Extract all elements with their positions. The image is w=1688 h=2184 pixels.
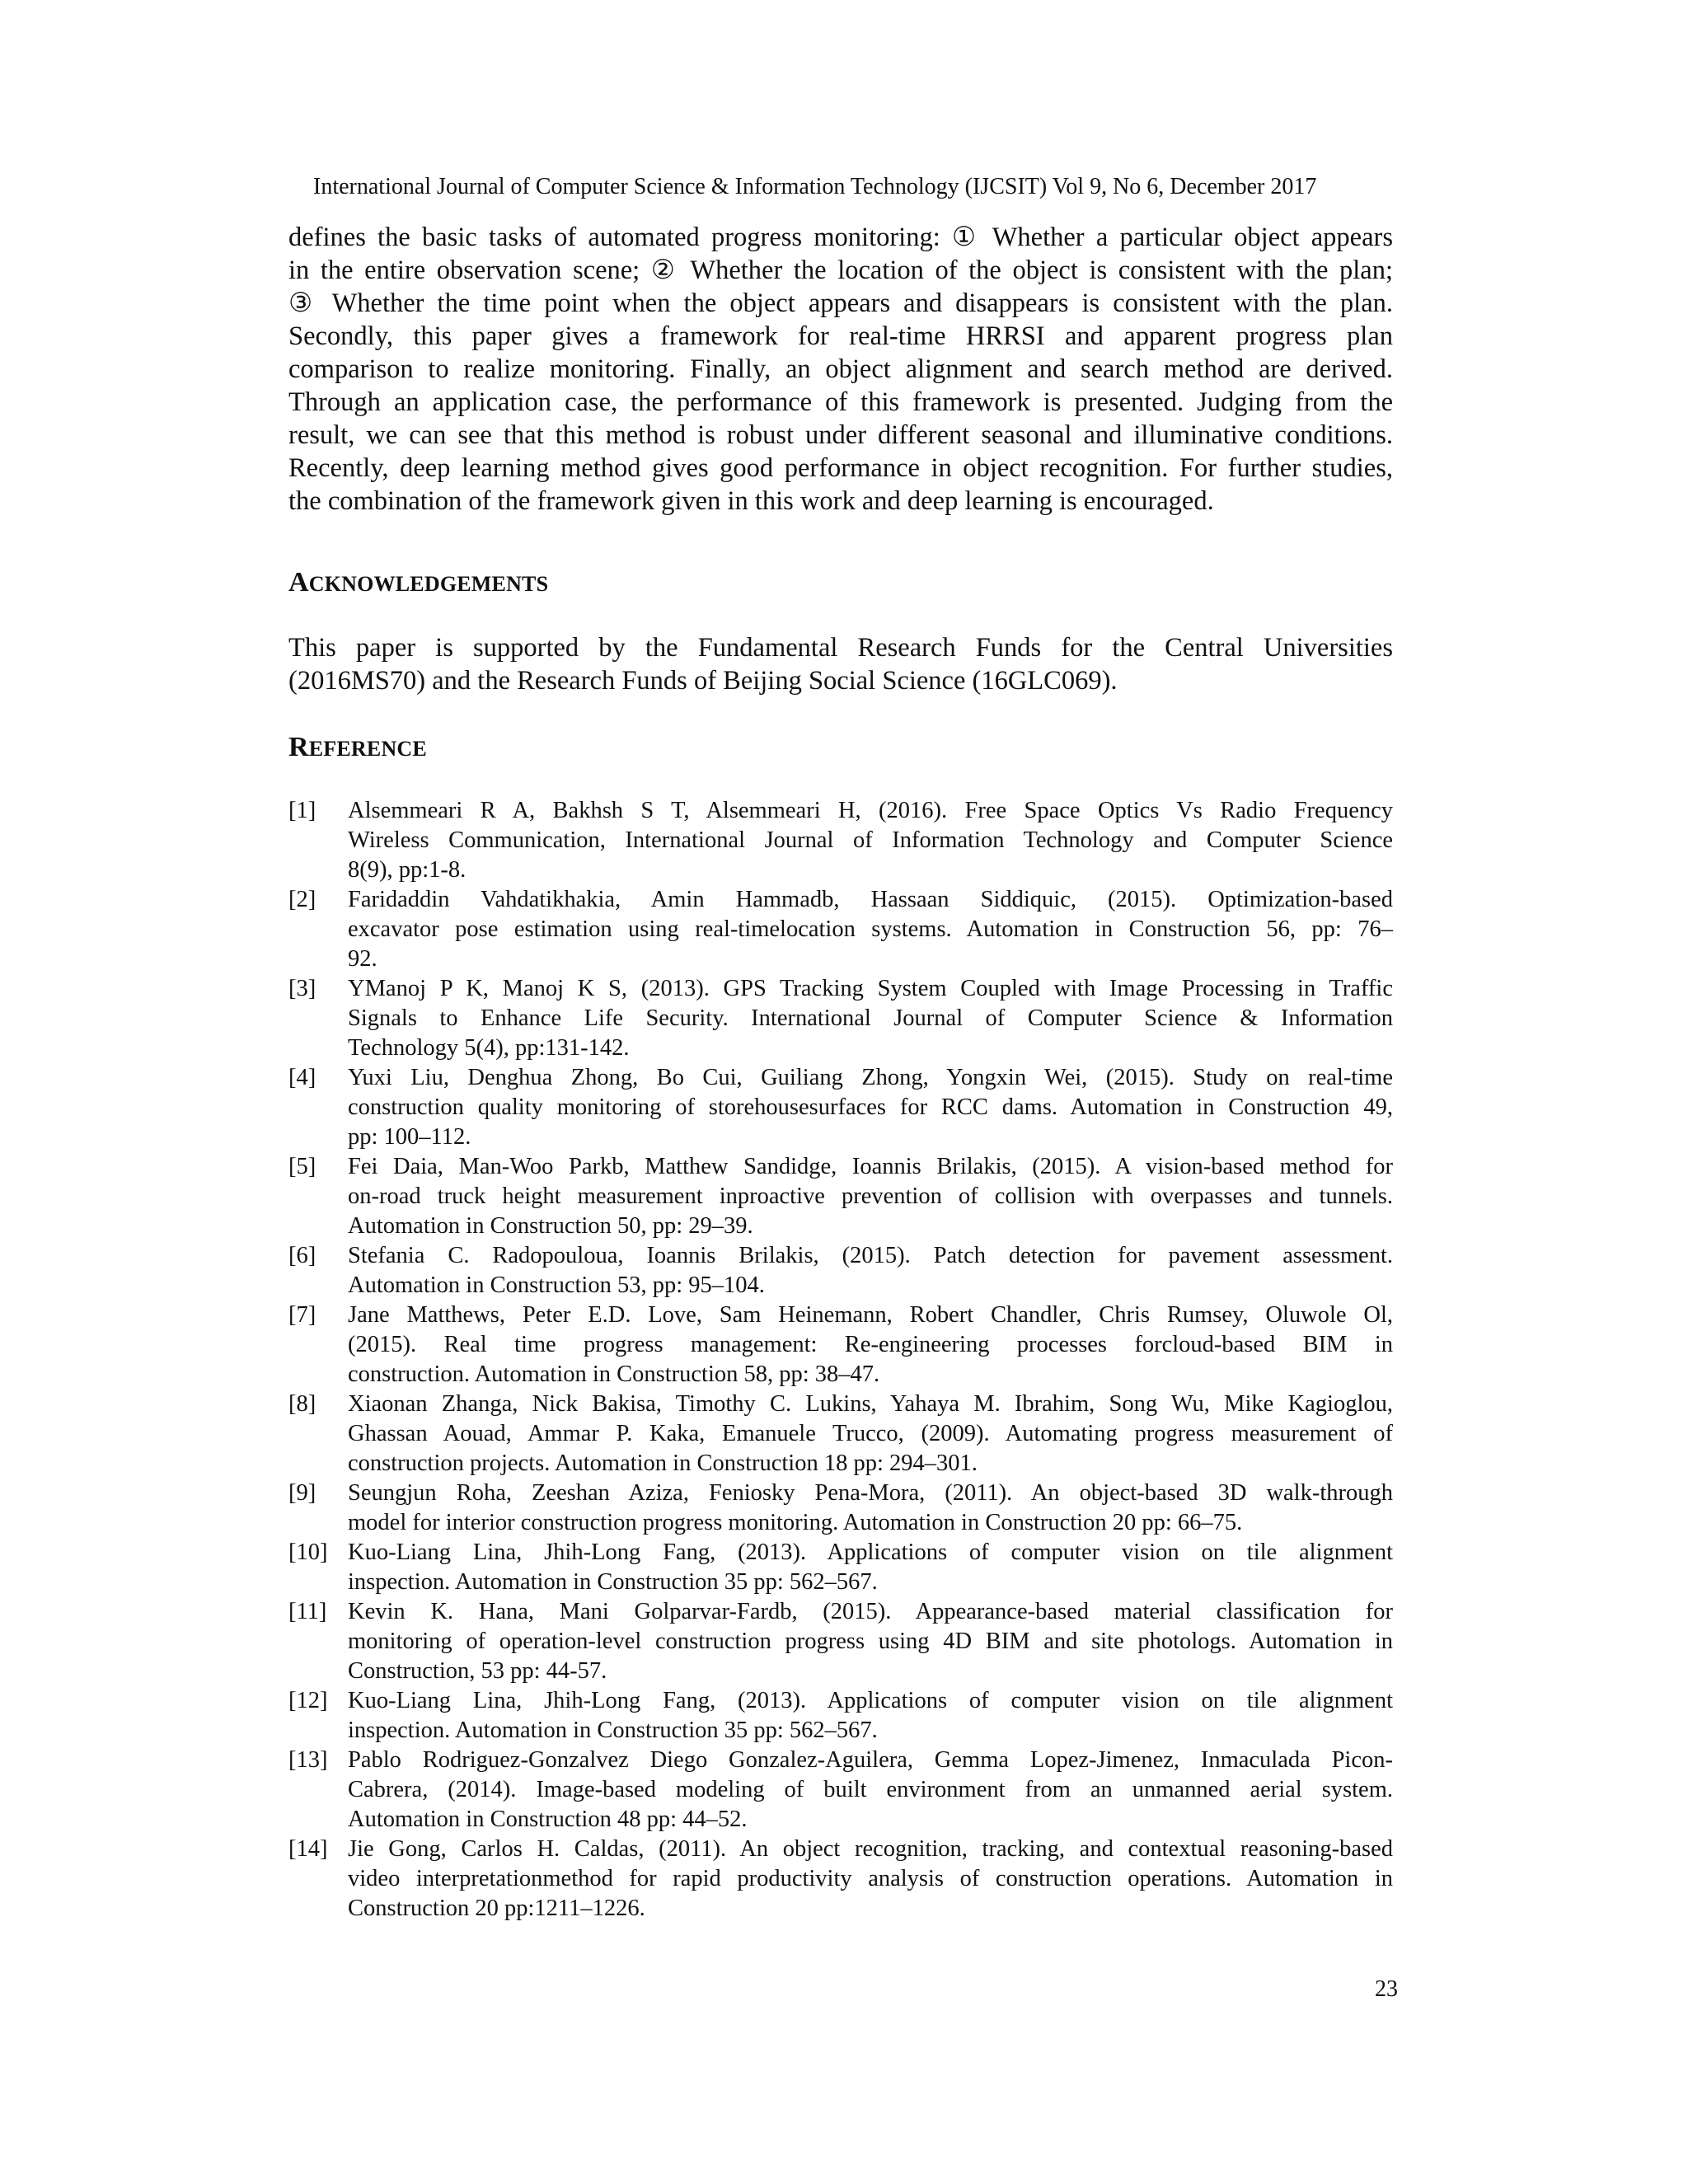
heading-initial: A (288, 567, 309, 598)
reference-line: pp: 100–112. (348, 1124, 471, 1150)
reference-item (288, 1835, 1393, 1924)
reference-line: Automation in Construction 48 pp: 44–52. (348, 1807, 748, 1832)
heading-initial: R (288, 732, 309, 762)
reference-line: Xiaonan Zhanga, Nick Bakisa, Timothy C. Lukins, Yahaya M. Ibrahim, Song Wu, Mike Kagioglou, (348, 1391, 1393, 1417)
paragraph-line: Recently, deep learning method gives good performance in object recognition. For further studies, (288, 453, 1393, 483)
reference-item (288, 1152, 1393, 1241)
reference-line: Seungjun Roha, Zeeshan Aziza, Feniosky Pena-Mora, (2011). An object-based 3D walk-through (348, 1480, 1393, 1506)
reference-line: Alsemmeari R A, Bakhsh S T, Alsemmeari H, (2016). Free Space Optics Vs Radio Frequency (348, 798, 1393, 823)
reference-line: Wireless Communication, International Journal of Information Technology and Computer Science (348, 827, 1393, 853)
reference-item (288, 1686, 1393, 1746)
reference-line: monitoring of operation-level construction progress using 4D BIM and site photologs. Automation in (348, 1629, 1393, 1654)
reference-item (288, 1479, 1393, 1538)
reference-text (348, 796, 1393, 885)
reference-line: model for interior construction progress monitoring. Automation in Construction 20 pp: 66–75. (348, 1510, 1243, 1535)
reference-line: on-road truck height measurement inproactive prevention of collision with overpasses and tunnels. (348, 1183, 1393, 1209)
reference-item (288, 1390, 1393, 1479)
reference-line: Signals to Enhance Life Security. International Journal of Computer Science & Information (348, 1005, 1393, 1031)
reference-line: excavator pose estimation using real-timelocation systems. Automation in Construction 56, pp: 76– (348, 916, 1393, 942)
reference-line: Kevin K. Hana, Mani Golparvar-Fardb, (2015). Appearance-based material classification for (348, 1599, 1393, 1624)
reference-line: Yuxi Liu, Denghua Zhong, Bo Cui, Guiliang Zhong, Yongxin Wei, (2015). Study on real-time (348, 1065, 1393, 1090)
reference-line: Automation in Construction 50, pp: 29–39. (348, 1213, 753, 1239)
reference-number: [3] (288, 976, 316, 1001)
reference-line: Kuo-Liang Lina, Jhih-Long Fang, (2013). Applications of computer vision on tile alignment (348, 1688, 1393, 1713)
reference-text (348, 974, 1393, 1063)
reference-item (288, 974, 1393, 1063)
reference-line: Jane Matthews, Peter E.D. Love, Sam Heinemann, Robert Chandler, Chris Rumsey, Oluwole Ol, (348, 1302, 1393, 1328)
reference-line: YManoj P K, Manoj K S, (2013). GPS Tracking System Coupled with Image Processing in Traffic (348, 976, 1393, 1001)
reference-heading (288, 732, 427, 763)
reference-number: [13] (288, 1747, 328, 1773)
reference-line: inspection. Automation in Construction 35 pp: 562–567. (348, 1718, 878, 1743)
reference-item (288, 1538, 1393, 1597)
reference-line: construction projects. Automation in Construction 18 pp: 294–301. (348, 1451, 978, 1476)
paragraph-line: the combination of the framework given in this work and deep learning is encouraged. (288, 486, 1214, 516)
reference-item (288, 1063, 1393, 1152)
reference-line: inspection. Automation in Construction 35 pp: 562–567. (348, 1569, 878, 1595)
paragraph-line: in the entire observation scene; ② Whether the location of the object is consistent with the plan; (288, 255, 1393, 285)
conclusion-paragraph (288, 221, 1393, 518)
reference-line: Ghassan Aouad, Ammar P. Kaka, Emanuele Trucco, (2009). Automating progress measurement of (348, 1421, 1393, 1446)
acknowledgements-heading (288, 567, 548, 598)
page-number: 23 (1375, 1976, 1398, 2002)
reference-line: Construction, 53 pp: 44-57. (348, 1658, 607, 1684)
reference-line: Automation in Construction 53, pp: 95–104. (348, 1272, 765, 1298)
reference-text (348, 1241, 1393, 1301)
reference-line: Construction 20 pp:1211–1226. (348, 1896, 645, 1921)
reference-text (348, 1479, 1393, 1538)
reference-item (288, 1241, 1393, 1301)
reference-text (348, 1835, 1393, 1924)
heading-rest: EFERENCE (308, 737, 427, 761)
reference-item (288, 1746, 1393, 1835)
reference-number: [12] (288, 1688, 328, 1713)
heading-rest: CKNOWLEDGEMENTS (308, 572, 549, 596)
acknowledgements-text (288, 631, 1393, 697)
reference-line: 92. (348, 946, 377, 972)
reference-text (348, 1746, 1393, 1835)
reference-line: Pablo Rodriguez-Gonzalvez Diego Gonzalez-Aguilera, Gemma Lopez-Jimenez, Inmaculada Picon- (348, 1747, 1393, 1773)
reference-item (288, 885, 1393, 974)
reference-line: Stefania C. Radopouloua, Ioannis Brilakis, (2015). Patch detection for pavement assessment. (348, 1243, 1393, 1268)
reference-text (348, 1152, 1393, 1241)
reference-number: [9] (288, 1480, 316, 1506)
paragraph-line: Through an application case, the performance of this framework is presented. Judging from the (288, 387, 1393, 417)
reference-line: (2015). Real time progress management: Re-engineering processes forcloud-based BIM in (348, 1332, 1393, 1357)
reference-text (348, 1301, 1393, 1390)
reference-number: [5] (288, 1154, 316, 1179)
ack-line: (2016MS70) and the Research Funds of Beijing Social Science (16GLC069). (288, 666, 1118, 696)
reference-number: [10] (288, 1540, 328, 1565)
reference-item (288, 1597, 1393, 1686)
reference-line: Jie Gong, Carlos H. Caldas, (2011). An object recognition, tracking, and contextual reasoning-based (348, 1836, 1393, 1862)
running-header: International Journal of Computer Science & Information Technology (IJCSIT) Vol 9, No 6, December 2017 (313, 174, 1317, 199)
reference-list (288, 796, 1393, 1924)
reference-line: construction quality monitoring of storehousesurfaces for RCC dams. Automation in Construction 49, (348, 1094, 1393, 1120)
reference-text (348, 1538, 1393, 1597)
reference-line: Fei Daia, Man-Woo Parkb, Matthew Sandidge, Ioannis Brilakis, (2015). A vision-based method for (348, 1154, 1393, 1179)
paragraph-line: defines the basic tasks of automated progress monitoring: ① Whether a particular object appears (288, 223, 1393, 252)
reference-number: [2] (288, 887, 316, 912)
reference-line: Cabrera, (2014). Image-based modeling of built environment from an unmanned aerial system. (348, 1777, 1393, 1802)
reference-text (348, 1063, 1393, 1152)
reference-number: [8] (288, 1391, 316, 1417)
reference-number: [1] (288, 798, 316, 823)
reference-number: [6] (288, 1243, 316, 1268)
reference-number: [11] (288, 1599, 327, 1624)
reference-number: [4] (288, 1065, 316, 1090)
reference-line: Kuo-Liang Lina, Jhih-Long Fang, (2013). Applications of computer vision on tile alignment (348, 1540, 1393, 1565)
paragraph-line: ③ Whether the time point when the object appears and disappears is consistent with the plan. (288, 288, 1393, 318)
paragraph-line: comparison to realize monitoring. Finally, an object alignment and search method are derived. (288, 354, 1393, 384)
reference-line: Faridaddin Vahdatikhakia, Amin Hammadb, Hassaan Siddiquic, (2015). Optimization-based (348, 887, 1393, 912)
reference-number: [7] (288, 1302, 316, 1328)
reference-text (348, 1390, 1393, 1479)
ack-line: This paper is supported by the Fundamental Research Funds for the Central Universities (288, 633, 1393, 663)
reference-line: Technology 5(4), pp:131-142. (348, 1035, 630, 1061)
reference-number: [14] (288, 1836, 328, 1862)
paragraph-line: result, we can see that this method is robust under different seasonal and illuminative conditions. (288, 420, 1393, 450)
reference-item (288, 1301, 1393, 1390)
paragraph-line: Secondly, this paper gives a framework for real-time HRRSI and apparent progress plan (288, 321, 1393, 351)
reference-line: video interpretationmethod for rapid productivity analysis of construction operations. Automation in (348, 1866, 1393, 1891)
reference-text (348, 885, 1393, 974)
reference-text (348, 1686, 1393, 1746)
reference-item (288, 796, 1393, 885)
reference-line: construction. Automation in Construction 58, pp: 38–47. (348, 1361, 880, 1387)
reference-line: 8(9), pp:1-8. (348, 857, 467, 883)
reference-text (348, 1597, 1393, 1686)
